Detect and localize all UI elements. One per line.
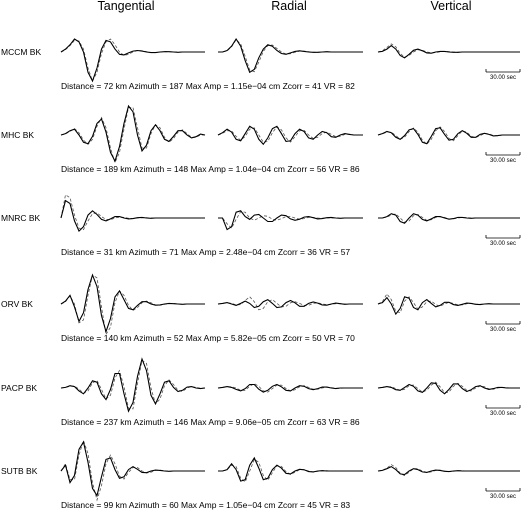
observed-trace xyxy=(378,128,520,144)
waveform-panel-vertical xyxy=(378,127,520,144)
waveform-panel-tangential xyxy=(61,441,205,500)
station-rows xyxy=(1,39,520,510)
observed-trace xyxy=(218,211,363,230)
waveform-panel-vertical xyxy=(378,382,520,394)
observed-trace xyxy=(61,39,205,81)
observed-trace xyxy=(61,201,205,232)
observed-trace xyxy=(218,458,363,481)
waveform-panel-radial xyxy=(218,126,363,144)
station-info: Distance = 237 km Azimuth = 146 Max Amp = 9.06e−05 cm Zcorr = 63 VR = 86 xyxy=(61,417,360,427)
observed-trace xyxy=(61,275,205,332)
station-row xyxy=(1,39,520,91)
observed-trace xyxy=(378,467,520,475)
scale-bar xyxy=(486,235,520,247)
waveform-panel-radial xyxy=(218,384,363,393)
station-info: Distance = 189 km Azimuth = 148 Max Amp = 1.04e−04 cm Zcorr = 56 VR = 86 xyxy=(61,164,360,174)
synthetic-trace xyxy=(378,44,520,57)
scale-bar-label: 30.00 sec xyxy=(489,327,517,333)
station-label: MCCM BK xyxy=(1,47,42,57)
waveform-panel-vertical xyxy=(378,44,520,58)
scale-bar-label: 30.00 sec xyxy=(489,241,517,247)
waveform-panel-radial xyxy=(218,458,363,482)
waveform-panel-tangential xyxy=(61,106,205,163)
waveform-panel-tangential xyxy=(61,359,205,411)
waveform-panel-tangential xyxy=(61,275,205,334)
station-label: ORV BK xyxy=(1,299,33,309)
station-info: Distance = 99 km Azimuth = 60 Max Amp = 1.05e−04 cm Zcorr = 45 VR = 83 xyxy=(61,500,351,510)
station-label: MHC BK xyxy=(1,130,35,140)
scale-bar-label: 30.00 sec xyxy=(489,75,517,81)
observed-trace xyxy=(61,442,205,496)
scale-bar-label: 30.00 sec xyxy=(489,411,517,417)
scale-bar xyxy=(486,152,520,164)
waveform-panel-radial xyxy=(218,297,363,310)
station-info: Distance = 31 km Azimuth = 71 Max Amp = 2.48e−04 cm Zcorr = 36 VR = 57 xyxy=(61,247,351,257)
waveform-panel-radial xyxy=(218,211,363,230)
waveform-panel-tangential xyxy=(61,39,205,81)
synthetic-trace xyxy=(61,441,205,500)
waveform-panel-vertical xyxy=(378,294,520,314)
observed-trace xyxy=(61,106,205,161)
scale-bar xyxy=(486,488,520,500)
synthetic-trace xyxy=(378,465,520,476)
station-info: Distance = 72 km Azimuth = 187 Max Amp = 1.15e−04 cm Zcorr = 41 VR = 82 xyxy=(61,81,355,91)
station-info: Distance = 140 km Azimuth = 52 Max Amp = 5.82e−05 cm Zcorr = 50 VR = 70 xyxy=(61,333,355,343)
station-row xyxy=(1,359,520,427)
observed-trace xyxy=(218,300,363,308)
synthetic-trace xyxy=(61,108,205,163)
observed-trace xyxy=(218,385,363,393)
waveform-panel-tangential xyxy=(61,195,205,231)
scale-bar xyxy=(486,405,520,417)
waveform-panel-vertical xyxy=(378,214,520,224)
station-label: PACP BK xyxy=(1,383,38,393)
station-label: SUTB BK xyxy=(1,466,38,476)
waveform-panel-radial xyxy=(218,39,363,72)
station-row xyxy=(1,195,520,257)
column-header-radial: Radial xyxy=(271,0,307,13)
observed-trace xyxy=(378,214,520,224)
scale-bar xyxy=(486,69,520,81)
column-header-vertical: Vertical xyxy=(430,0,472,13)
synthetic-trace xyxy=(61,39,205,81)
station-label: MNRC BK xyxy=(1,213,41,223)
scale-bar-label: 30.00 sec xyxy=(489,494,517,500)
waveform-panel-vertical xyxy=(378,465,520,476)
station-row xyxy=(1,441,520,510)
synthetic-trace xyxy=(61,195,205,230)
synthetic-trace xyxy=(218,212,363,229)
scale-bar-label: 30.00 sec xyxy=(489,158,517,164)
column-header-tangential: Tangential xyxy=(97,0,155,13)
observed-trace xyxy=(378,383,520,394)
observed-trace xyxy=(378,297,520,314)
observed-trace xyxy=(61,359,205,411)
station-row xyxy=(1,275,520,343)
station-row xyxy=(1,106,520,174)
observed-trace xyxy=(218,39,363,72)
scale-bar xyxy=(486,321,520,333)
